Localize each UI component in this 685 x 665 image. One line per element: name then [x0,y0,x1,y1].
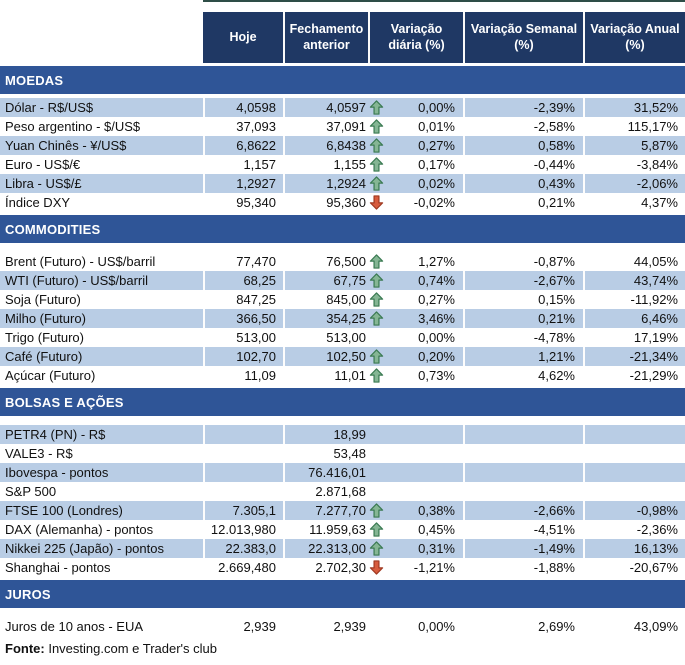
variacao-anual-value: 31,52% [583,98,685,117]
arrow-slot [366,463,387,482]
table-row [0,347,685,366]
variacao-anual-value: 44,05% [583,252,685,271]
column-header-fechamento: Fechamento anterior [283,12,368,63]
fechamento-value: 11.959,63 [309,522,366,537]
variacao-diaria-value [387,463,463,482]
variacao-semanal-value: 0,15% [463,290,583,309]
variacao-diaria-value [387,444,463,463]
arrow-down-icon [366,193,387,212]
fechamento-value: 67,75 [333,273,366,288]
hoje-value: 95,340 [203,193,283,212]
asset-label: Peso argentino - $/US$ [5,119,141,134]
variacao-diaria-value: 0,00% [418,100,455,115]
table-row [0,520,685,539]
variacao-semanal-value: 0,21% [463,193,583,212]
fechamento-value: 102,50 [326,349,366,364]
variacao-semanal-value: 1,21% [463,347,583,366]
table-row [0,328,685,347]
table-row [0,482,685,501]
asset-label: Milho (Futuro) [5,311,86,326]
variacao-anual-value: -21,29% [583,366,685,385]
variacao-diaria-value: 0,17% [418,157,455,172]
column-header-hoje: Hoje [203,12,283,63]
asset-label: Shanghai - pontos [5,560,111,575]
variacao-anual-value: -20,67% [583,558,685,577]
arrow-up-icon [366,347,387,366]
variacao-diaria-value: 0,74% [418,273,455,288]
column-header-variacao-semanal: Variação Semanal (%) [463,12,583,63]
hoje-value: 2.669,480 [203,558,283,577]
table-row [0,425,685,444]
fechamento-value: 354,25 [326,311,366,326]
asset-label: Soja (Futuro) [5,292,81,307]
variacao-semanal-value [463,444,583,463]
table-row [0,463,685,482]
variacao-semanal-value [463,425,583,444]
fechamento-diaria-cell [283,98,463,117]
table-body [0,66,685,636]
section-header: COMMODITIES [0,215,685,243]
variacao-anual-value: 6,46% [583,309,685,328]
fechamento-value: 7.277,70 [315,503,366,518]
fechamento-value: 76,500 [326,254,366,269]
arrow-up-icon [366,136,387,155]
hoje-value: 102,70 [203,347,283,366]
variacao-semanal-value: -2,67% [463,271,583,290]
hoje-value [203,425,283,444]
asset-label: Juros de 10 anos - EUA [5,619,144,634]
arrow-up-icon [366,117,387,136]
hoje-value: 1,2927 [203,174,283,193]
fechamento-diaria-cell [283,155,463,174]
variacao-anual-value [583,444,685,463]
variacao-anual-value: -21,34% [583,347,685,366]
arrow-down-icon [366,558,387,577]
variacao-anual-value: 17,19% [583,328,685,347]
fechamento-value: 22.313,00 [308,541,366,556]
arrow-up-icon [366,155,387,174]
arrow-up-icon [366,271,387,290]
asset-label: DAX (Alemanha) - pontos [5,522,154,537]
asset-label: FTSE 100 (Londres) [5,503,123,518]
hoje-value [203,444,283,463]
variacao-anual-value: -2,36% [583,520,685,539]
fechamento-value: 11,01 [334,368,366,383]
variacao-diaria-value: 1,27% [418,254,455,269]
table-row [0,193,685,212]
column-header-variacao-diaria: Variação diária (%) [368,12,463,63]
variacao-semanal-value: -2,39% [463,98,583,117]
variacao-diaria-value: -0,02% [413,195,455,210]
fechamento-diaria-cell [283,193,463,212]
fechamento-diaria-cell [283,174,463,193]
arrow-up-icon [366,174,387,193]
variacao-semanal-value: -2,66% [463,501,583,520]
section-bolsas-e-a-es [0,388,685,577]
variacao-diaria-value [387,425,463,444]
variacao-semanal-value: 2,69% [463,617,583,636]
hoje-value: 7.305,1 [203,501,283,520]
table-row [0,444,685,463]
asset-label: Nikkei 225 (Japão) - pontos [5,541,164,556]
column-header-variacao-anual: Variação Anual (%) [583,12,685,63]
section-juros [0,580,685,636]
arrow-slot [366,482,387,501]
fechamento-diaria-cell [283,366,463,385]
section-header: MOEDAS [0,66,685,94]
fechamento-diaria-cell [283,271,463,290]
variacao-semanal-value: -0,44% [463,155,583,174]
variacao-semanal-value: 4,62% [463,366,583,385]
variacao-anual-value: 16,13% [583,539,685,558]
hoje-value: 513,00 [203,328,283,347]
fechamento-value: 4,0597 [326,100,366,115]
section-moedas [0,66,685,212]
arrow-slot [366,444,387,463]
fechamento-value: 845,00 [326,292,366,307]
variacao-semanal-value: -0,87% [463,252,583,271]
fechamento-value: 2.702,30 [315,560,366,575]
variacao-anual-value: 4,37% [583,193,685,212]
fechamento-diaria-cell [283,482,463,501]
arrow-up-icon [366,520,387,539]
fechamento-diaria-cell [283,444,463,463]
variacao-semanal-value: -4,51% [463,520,583,539]
variacao-anual-value: 115,17% [583,117,685,136]
table-row [0,98,685,117]
section-spacer [0,243,685,252]
fechamento-value: 53,48 [333,446,366,461]
fechamento-diaria-cell [283,328,463,347]
table-row [0,366,685,385]
variacao-anual-value: -3,84% [583,155,685,174]
source-label: Fonte: [5,641,45,656]
table-row [0,617,685,636]
hoje-value: 366,50 [203,309,283,328]
variacao-semanal-value: -2,58% [463,117,583,136]
variacao-anual-value [583,463,685,482]
hoje-value [203,482,283,501]
variacao-anual-value [583,482,685,501]
arrow-up-icon [366,366,387,385]
hoje-value: 4,0598 [203,98,283,117]
table-row [0,252,685,271]
section-commodities [0,215,685,385]
variacao-diaria-value: 0,27% [418,292,455,307]
variacao-diaria-value: 0,01% [418,119,455,134]
fechamento-value: 1,155 [333,157,366,172]
table-row [0,271,685,290]
variacao-diaria-value: 0,00% [418,330,455,345]
variacao-semanal-value [463,482,583,501]
fechamento-diaria-cell [283,520,463,539]
fechamento-value: 1,2924 [326,176,366,191]
fechamento-value: 18,99 [333,427,366,442]
fechamento-value: 95,360 [326,195,366,210]
fechamento-diaria-cell [283,136,463,155]
hoje-value: 2,939 [203,617,283,636]
fechamento-value: 6,8438 [326,138,366,153]
table-row [0,155,685,174]
asset-label: PETR4 (PN) - R$ [5,427,106,442]
table-row [0,558,685,577]
section-spacer [0,608,685,617]
variacao-diaria-value: 0,27% [418,138,455,153]
asset-label: Euro - US$/€ [5,157,81,172]
column-header-row [203,12,685,63]
fechamento-value: 2,939 [333,619,366,634]
fechamento-diaria-cell [283,347,463,366]
asset-label: Índice DXY [5,195,71,210]
asset-label: Ibovespa - pontos [5,465,109,480]
asset-label: WTI (Futuro) - US$/barril [5,273,149,288]
hoje-value: 12.013,980 [203,520,283,539]
fechamento-value: 2.871,68 [315,484,366,499]
arrow-slot [366,328,387,347]
variacao-diaria-value: 0,38% [418,503,455,518]
hoje-value: 77,470 [203,252,283,271]
table-top-border [203,0,685,2]
table-row [0,501,685,520]
hoje-value: 37,093 [203,117,283,136]
arrow-up-icon [366,252,387,271]
table-row [0,136,685,155]
variacao-diaria-value: 0,02% [418,176,455,191]
fechamento-value: 513,00 [326,330,366,345]
fechamento-diaria-cell [283,309,463,328]
table-row [0,539,685,558]
fechamento-diaria-cell [283,501,463,520]
variacao-diaria-value: 0,73% [418,368,455,383]
variacao-anual-value: -11,92% [583,290,685,309]
variacao-diaria-value: 0,31% [418,541,455,556]
fechamento-diaria-cell [283,425,463,444]
variacao-semanal-value [463,463,583,482]
asset-label: Açúcar (Futuro) [5,368,96,383]
asset-label: VALE3 - R$ [5,446,73,461]
table-row [0,174,685,193]
hoje-value: 22.383,0 [203,539,283,558]
asset-label: Café (Futuro) [5,349,83,364]
fechamento-diaria-cell [283,117,463,136]
arrow-up-icon [366,290,387,309]
variacao-semanal-value: -1,88% [463,558,583,577]
hoje-value: 6,8622 [203,136,283,155]
variacao-anual-value: 5,87% [583,136,685,155]
variacao-anual-value: -2,06% [583,174,685,193]
hoje-value: 11,09 [203,366,283,385]
variacao-anual-value: -0,98% [583,501,685,520]
asset-label: Dólar - R$/US$ [5,100,94,115]
arrow-slot [366,425,387,444]
variacao-diaria-value: -1,21% [413,560,455,575]
table-row [0,290,685,309]
variacao-diaria-value: 0,20% [418,349,455,364]
fechamento-diaria-cell [283,463,463,482]
hoje-value: 1,157 [203,155,283,174]
variacao-anual-value [583,425,685,444]
fechamento-diaria-cell [283,290,463,309]
arrow-up-icon [366,98,387,117]
variacao-semanal-value: 0,58% [463,136,583,155]
variacao-diaria-value: 3,46% [418,311,455,326]
section-spacer [0,416,685,425]
hoje-value [203,463,283,482]
hoje-value: 847,25 [203,290,283,309]
asset-label: Brent (Futuro) - US$/barril [5,254,156,269]
source-line [0,641,685,656]
arrow-up-icon [366,501,387,520]
variacao-semanal-value: 0,21% [463,309,583,328]
table-row [0,117,685,136]
source-text: Investing.com e Trader's club [44,641,218,656]
asset-label: Libra - US$/£ [5,176,82,191]
variacao-semanal-value: -1,49% [463,539,583,558]
arrow-up-icon [366,309,387,328]
fechamento-diaria-cell [283,252,463,271]
fechamento-value: 76.416,01 [308,465,366,480]
variacao-semanal-value: 0,43% [463,174,583,193]
hoje-value: 68,25 [203,271,283,290]
asset-label: Yuan Chinês - ¥/US$ [5,138,127,153]
section-header: BOLSAS E AÇÕES [0,388,685,416]
table-row [0,309,685,328]
arrow-up-icon [366,539,387,558]
variacao-diaria-value: 0,45% [418,522,455,537]
fechamento-diaria-cell [283,617,463,636]
variacao-anual-value: 43,09% [583,617,685,636]
fechamento-diaria-cell [283,539,463,558]
fechamento-value: 37,091 [326,119,366,134]
variacao-diaria-value: 0,00% [418,619,455,634]
variacao-diaria-value [387,482,463,501]
variacao-semanal-value: -4,78% [463,328,583,347]
arrow-slot [366,617,387,636]
variacao-anual-value: 43,74% [583,271,685,290]
asset-label: Trigo (Futuro) [5,330,84,345]
asset-label: S&P 500 [5,484,57,499]
fechamento-diaria-cell [283,558,463,577]
section-header: JUROS [0,580,685,608]
